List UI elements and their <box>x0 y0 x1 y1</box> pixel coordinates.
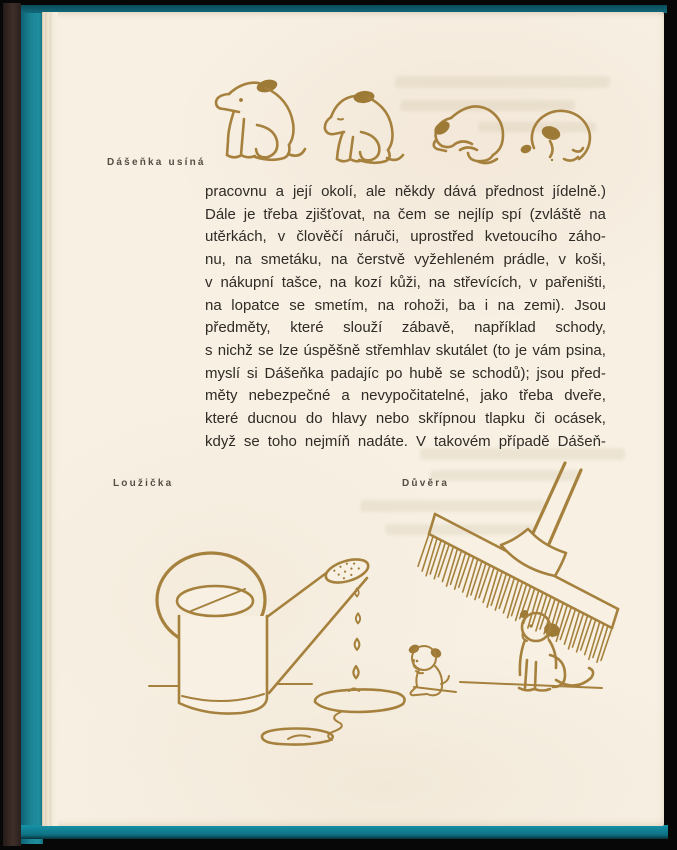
broom-handle <box>533 463 565 533</box>
puppy-hunched-down <box>432 106 503 163</box>
paragraph-line: na lopatce se smetím, na rohoži, ba i na zemi). Jsou <box>205 296 606 314</box>
paragraph-line: pracovnu a její okolí, ale někdy dává přednost jídelně.) <box>205 183 606 200</box>
water-puddle <box>262 689 405 744</box>
book-cover-spine <box>21 5 43 844</box>
water-drips <box>349 588 360 691</box>
paragraph-line: utěrkách, v člověčí náruči, uprostřed kvetoucího záho- <box>205 228 606 246</box>
book-back-cover-edge <box>3 3 21 846</box>
body-paragraph <box>205 181 606 453</box>
paragraph-line: nu, na smetáku, na čerstvě vyžehleném prádle, v koši, <box>205 251 606 269</box>
paragraph-line: měty nebezpečné a nevypočitatelné, jako třeba dveře, <box>205 387 606 405</box>
broom-puppy-illustration <box>415 450 664 700</box>
puppy-head-drooping <box>325 90 403 163</box>
caption-duvera: Důvěra <box>402 478 450 489</box>
paragraph-line: předměty, které slouží zábavě, například schody, <box>205 319 606 337</box>
caption-dasenka-usina: Dášeňka usíná <box>107 157 206 168</box>
sleep-sequence-illustration <box>200 62 610 167</box>
page-stack-edge <box>42 12 58 826</box>
broom <box>418 463 618 662</box>
paragraph-line: Dále je třeba zjišťovat, na čem se nejlíp spí (zvláště na <box>205 205 606 223</box>
paragraph-line: s nichž se lze úspěšně střemhlav skutálet (to je vám psina, <box>205 341 606 359</box>
paragraph-line: které ducnou do hlavy nebo skřípnou tlapku či ocásek, <box>205 410 606 428</box>
puppy-sitting-awake <box>216 78 305 160</box>
paragraph-line: myslí si Dášeňka padajíc po hubě se schodů); jsou před- <box>205 364 606 382</box>
puppy-curled-asleep <box>519 111 589 161</box>
caption-louzicka: Loužička <box>113 478 174 489</box>
book-page <box>42 12 664 826</box>
book-cover-bottom-edge <box>21 825 668 839</box>
can-spout <box>267 571 367 693</box>
paragraph-line: když se toho nejmíň nadáte. V takovém případě Dášeň- <box>205 432 606 450</box>
paragraph-line: v nákupní tašce, na kozí kůži, na střevících, v pařeništi, <box>205 273 606 291</box>
